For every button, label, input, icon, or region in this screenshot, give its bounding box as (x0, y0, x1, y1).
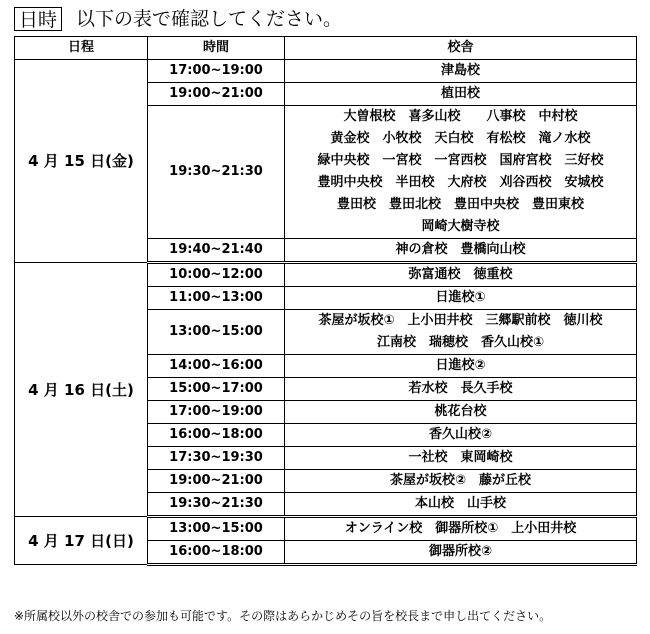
table-header-row (15, 37, 637, 60)
school-line: 若水校 長久手校 (408, 381, 513, 396)
school-cell (285, 517, 637, 541)
school-cell (285, 106, 637, 239)
school-line: 植田校 (440, 86, 480, 101)
time-cell: 13:00~15:00 (148, 310, 285, 355)
time-cell: 10:00~12:00 (148, 263, 285, 287)
school-line: 緑中央校 一宮校 一宮西校 国府宮校 三好校 (317, 153, 604, 168)
school-cell (285, 378, 637, 401)
school-cell (285, 493, 637, 517)
school-line: 一社校 東岡崎校 (408, 450, 513, 465)
time-cell: 15:00~17:00 (148, 378, 285, 401)
school-line: オンライン校 御器所校① 上小田井校 (344, 521, 577, 536)
schedule-body (15, 60, 637, 565)
school-cell (285, 424, 637, 447)
time-cell: 16:00~18:00 (148, 541, 285, 565)
school-cell (285, 287, 637, 310)
section-heading (14, 6, 342, 32)
table-row (15, 517, 637, 541)
school-cell (285, 401, 637, 424)
heading-text: 以下の表で確認してください。 (76, 8, 343, 30)
schedule-table (14, 36, 637, 566)
school-line: 黄金校 小牧校 天白校 有松校 滝ノ水校 (330, 131, 591, 146)
time-cell: 17:30~19:30 (148, 447, 285, 470)
time-cell: 19:30~21:30 (148, 493, 285, 517)
footnote: ※所属校以外の校舎での参加も可能です。その際はあらかじめその旨を校長まで申し出てください。 (14, 609, 552, 623)
school-line: 弥富通校 徳重校 (408, 267, 513, 282)
school-line: 岡崎大樹寺校 (421, 219, 500, 234)
school-line: 桃花台校 (434, 404, 487, 419)
date-cell: 4 月 16 日(土) (15, 263, 148, 517)
school-cell (285, 447, 637, 470)
header-school: 校舎 (285, 37, 637, 60)
heading-label: 日時 (14, 7, 62, 31)
table-row (15, 60, 637, 83)
table-row (15, 263, 637, 287)
school-line: 豊田校 豊田北校 豊田中央校 豊田東校 (336, 197, 584, 212)
school-line: 茶屋が坂校① 上小田井校 三郷駅前校 徳川校 (318, 313, 603, 328)
time-cell: 19:00~21:00 (148, 83, 285, 106)
school-cell (285, 60, 637, 83)
time-cell: 13:00~15:00 (148, 517, 285, 541)
header-time: 時間 (148, 37, 285, 60)
time-cell: 19:30~21:30 (148, 106, 285, 239)
time-cell: 14:00~16:00 (148, 355, 285, 378)
time-cell: 17:00~19:00 (148, 401, 285, 424)
school-line: 御器所校② (428, 544, 492, 559)
school-cell (285, 263, 637, 287)
header-date: 日程 (15, 37, 148, 60)
date-cell: 4 月 15 日(金) (15, 60, 148, 263)
school-line: 日進校② (435, 358, 486, 373)
school-cell (285, 541, 637, 565)
school-line: 豊明中央校 半田校 大府校 刈谷西校 安城校 (317, 175, 604, 190)
school-line: 津島校 (440, 63, 480, 78)
school-line: 茶屋が坂校② 藤が丘校 (389, 473, 531, 488)
time-cell: 17:00~19:00 (148, 60, 285, 83)
school-line: 香久山校② (428, 427, 492, 442)
school-cell (285, 470, 637, 493)
time-cell: 19:00~21:00 (148, 470, 285, 493)
time-cell: 11:00~13:00 (148, 287, 285, 310)
school-cell (285, 355, 637, 378)
school-line: 本山校 山手校 (414, 496, 506, 511)
school-line: 神の倉校 豊橋向山校 (395, 242, 526, 257)
school-cell (285, 239, 637, 263)
time-cell: 19:40~21:40 (148, 239, 285, 263)
school-cell (285, 83, 637, 106)
school-cell (285, 310, 637, 355)
school-line: 江南校 瑞穂校 香久山校① (376, 335, 544, 350)
date-cell: 4 月 17 日(日) (15, 517, 148, 565)
school-line: 日進校① (435, 290, 486, 305)
time-cell: 16:00~18:00 (148, 424, 285, 447)
school-line: 大曽根校 喜多山校 八事校 中村校 (343, 109, 578, 124)
